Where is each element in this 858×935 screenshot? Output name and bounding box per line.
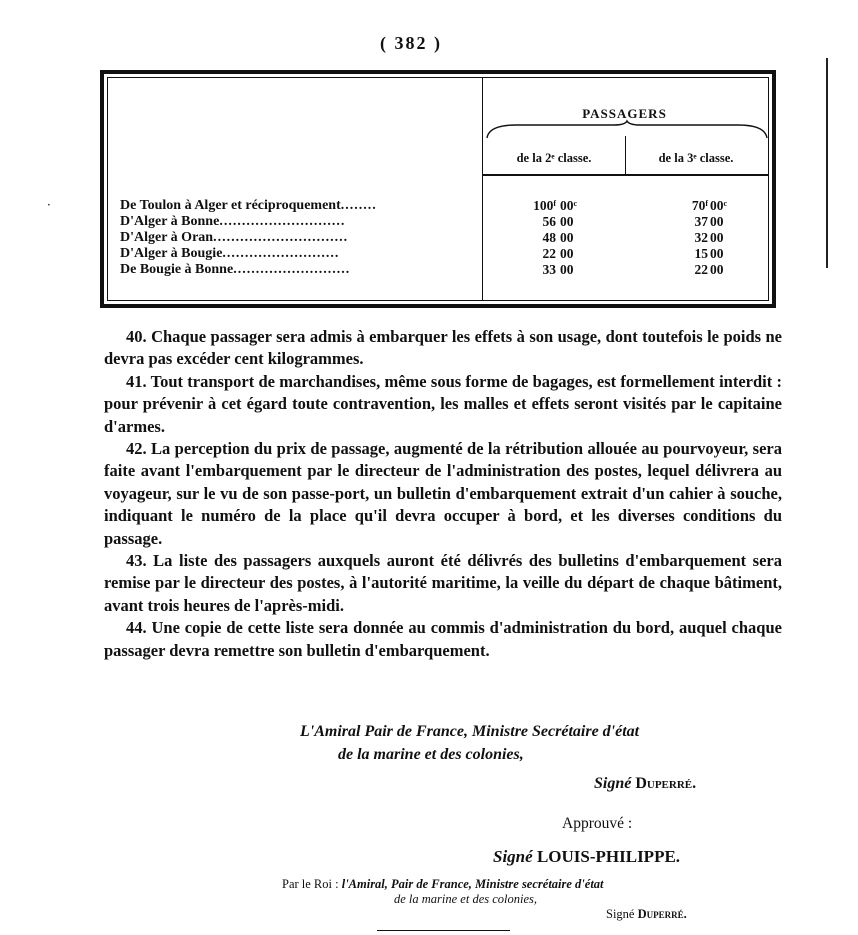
fare-2nd-francs: 56 [542, 214, 556, 229]
table-row-route: D'Alger à Bougie.......................... [120, 246, 340, 261]
fare-3rd-francs: 15 [694, 246, 708, 261]
header-rule [482, 174, 768, 176]
fare-3rd-francs: 32 [694, 230, 708, 245]
fare-2nd-francs: 100$^f$ [533, 198, 556, 213]
fare-3rd-centimes: 00 [710, 230, 724, 245]
table-row-route: D'Alger à Bonne............................ [120, 214, 346, 229]
countersignature: Par le Roi : l'Amiral, Pair de France, Ministre secrétaire d'état de la marine et des colonies, Signé Duperré. [282, 877, 687, 921]
group-header: PASSAGERS [582, 106, 667, 121]
page-header: ( 382 ) [380, 33, 442, 53]
fare-2nd-francs: 33 [542, 262, 556, 277]
table-row-route: De Toulon à Alger et réciproquement........ [120, 198, 377, 213]
signature-duperre: Signé Duperré. [594, 775, 697, 792]
fare-3rd-centimes: 00 [710, 214, 724, 229]
minister-title-line2: de la marine et des colonies, [338, 746, 524, 763]
fare-3rd-francs: 22 [694, 262, 708, 277]
table-row-route: De Bougie à Bonne.......................... [120, 262, 351, 277]
margin-dot: · [47, 198, 51, 212]
fare-2nd-centimes: 00 [560, 230, 574, 245]
signature-king: Signé LOUIS-PHILIPPE. [493, 847, 681, 866]
fare-3rd-centimes: 00 [710, 262, 724, 277]
fare-2nd-centimes: 00 [560, 214, 574, 229]
approuve-label: Approuvé : [562, 815, 633, 832]
minister-title-line1: L'Amiral Pair de France, Ministre Secrétaire d'état [300, 723, 640, 740]
article-41: 41. Tout transport de marchandises, même sous forme de bagages, est formellement interdit : pour prévenir à cet égard toute contravention, les malles et effets seront visités par le capitaine d'armes. [104, 371, 782, 436]
article-40: 40. Chaque passager sera admis à embarquer les effets à son usage, dont toutefois le poids ne devra pas excéder cent kilogrammes. [104, 327, 782, 369]
fare-2nd-francs: 48 [542, 230, 556, 245]
closing-rule [377, 930, 510, 931]
fare-2nd-centimes: 00 [560, 246, 574, 261]
fare-table-inner-frame [107, 77, 769, 301]
margin-rule [826, 58, 828, 268]
fare-3rd-francs: 37 [694, 214, 708, 229]
column-header-2nd-class: de la 2ᵉ classe. [516, 151, 592, 165]
fare-3rd-francs: 70$^f$ [691, 198, 708, 213]
fare-table [100, 70, 776, 308]
header-brace [486, 121, 768, 139]
fare-2nd-francs: 22 [542, 246, 556, 261]
table-row-route: D'Alger à Oran.............................. [120, 230, 349, 245]
articles-body [104, 326, 782, 662]
article-43: 43. La liste des passagers auxquels auront été délivrés des bulletins d'embarquement sera remise par le directeur des postes, à l'autorité maritime, la veille du départ de chaque bâtiment, avant trois heures de l'après-midi. [104, 551, 782, 615]
fare-3rd-centimes: 00$^c$ [710, 198, 728, 213]
fare-3rd-centimes: 00 [710, 246, 724, 261]
fare-2nd-centimes: 00 [560, 262, 574, 277]
fare-2nd-centimes: 00$^c$ [560, 198, 578, 213]
article-42: 42. La perception du prix de passage, augmenté de la rétribution allouée au pourvoyeur, sera faite avant l'embarquement par le directeur de l'administration des postes, lequel délivrera au voyageur, sur le vu de son passe-port, un bulletin d'embarquement extrait d'un cahier à souche, indiquant le numéro de la place qu'il devra occuper à bord, et les diverses conditions du passage. [104, 439, 782, 548]
article-44: 44. Une copie de cette liste sera donnée au commis d'administration du bord, auquel chaque passager devra remettre son bulletin d'embarquement. [104, 618, 782, 660]
column-header-3rd-class: de la 3ᵉ classe. [658, 151, 734, 165]
